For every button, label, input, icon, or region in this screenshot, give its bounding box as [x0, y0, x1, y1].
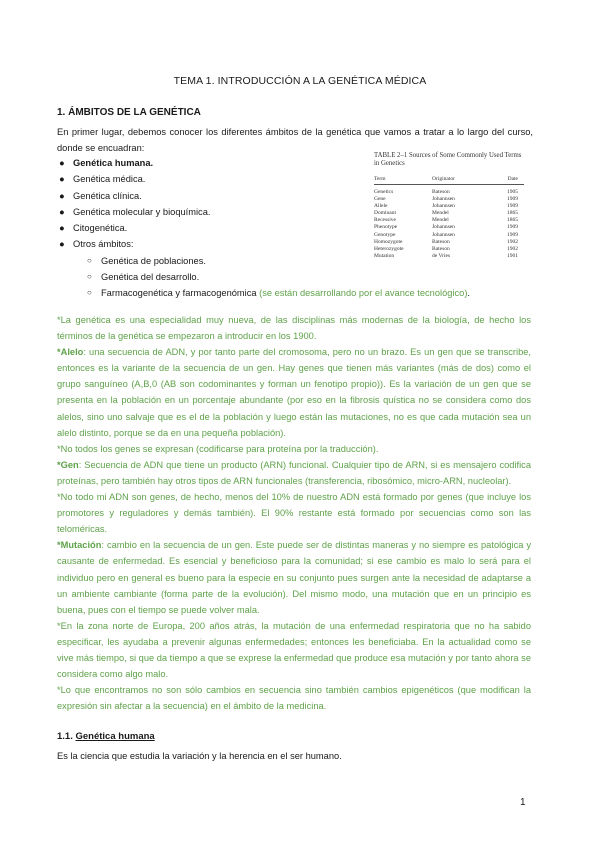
table-row: Mutation de Vries 1901 [374, 252, 518, 259]
table-row: Gene Johannsen 1909 [374, 196, 518, 203]
note-paragraph: *Mutación: cambio en la secuencia de un gen. Este puede ser de distintas maneras y no siempre es patológica y causante de enfermedad. Es esencial y beneficioso para la comunidad; si ese cambio es malo lo será para el individuo pero en general es bueno para la especie en su conjunto pues surgen ante la necesidad de adaptarse a un ambiente cambiante (forma parte de la evolución). Del mismo modo, una mutación que en un principio es buena, pues con el tiempo se puede volver mala. [57, 540, 531, 615]
note-paragraph: *Alelo: una secuencia de ADN, y por tanto parte del cromosoma, pero no un brazo. Es un gen que se transcribe, entonces es la variante de la secuencia de un gen. Hay genes que tienen más variantes (más de dos) como el grupo sanguíneo (A,B,0 (AB son codominantes y forman un fenotipo propio)). Es la variación de un gen que se presenta en la población en un porcentaje abundante (por eso en la fibrosis quística no se considera como dos alelos, sino uno salvaje que es el de la población y luego están las mutaciones, no es que cada mutación sea un alelo distinto, porque se da en una pequeña población). [57, 347, 531, 438]
note-paragraph: *Gen: Secuencia de ADN que tiene un producto (ARN) funcional. Cualquier tipo de ARN, si es mensajero codifica proteínas, pero también hay otros tipos de ARN funcionales (transferencia, ribosómico, micro-ARN, nucleolar). [57, 459, 531, 486]
bullet-icon: ● [59, 174, 65, 185]
development-note: (se están desarrollando por el avance tecnológico) [259, 288, 468, 299]
list-item: ● Genética molecular y bioquímica. [57, 204, 537, 220]
page-number: 1 [520, 797, 526, 808]
intro-paragraph: En primer lugar, debemos conocer los diferentes ámbitos de la genética que vamos a tratar a lo largo del curso, donde se encuadran: [57, 127, 533, 153]
bullet-icon: ● [59, 223, 65, 234]
section-heading: 1. ÁMBITOS DE LA GENÉTICA [57, 107, 201, 118]
table-body [374, 189, 524, 260]
subsection-text: Es la ciencia que estudia la variación y la herencia en el ser humano. [57, 751, 342, 761]
list-item: ● Genética médica. [57, 171, 537, 187]
bullet-icon: ● [59, 206, 65, 217]
table-row: Genotype Johannsen 1909 [374, 231, 518, 238]
circle-bullet-icon: ○ [87, 272, 92, 282]
table-row: Phenotype Johannsen 1909 [374, 224, 518, 231]
table-header: Term Originator Date [374, 176, 524, 185]
table-row: Dominant Mendel 1865 [374, 210, 518, 217]
table-row: Allele Johannsen 1909 [374, 203, 518, 210]
sub-list-item: ○ Genética del desarrollo. [57, 269, 537, 285]
list-item: ● Citogenética. [57, 220, 537, 236]
notes-block [57, 312, 531, 714]
table-row: Homozygote Bateson 1902 [374, 238, 518, 245]
table-caption: TABLE 2–1 Sources of Some Commonly Used Terms in Genetics [374, 152, 522, 167]
page-title: TEMA 1. INTRODUCCIÓN A LA GENÉTICA MÉDICA [173, 75, 427, 87]
circle-bullet-icon: ○ [87, 288, 92, 298]
bullet-icon: ● [59, 158, 65, 168]
list-item: ● Genética clínica. [57, 188, 537, 204]
note-paragraph: *No todo mi ADN son genes, de hecho, menos del 10% de nuestro ADN está formado por genes (que incluye los promotores y reguladores y demás también). El 90% restante está formado por secuencias como son las teloméricas. [57, 492, 531, 535]
bullet-icon: ● [59, 190, 65, 201]
list-item: ● Otros ámbitos: [57, 236, 537, 252]
list-item: ● Genética humana. [57, 155, 537, 171]
note-paragraph: *En la zona norte de Europa, 200 años atrás, la mutación de una enfermedad respiratoria que no ha sabido especificar, les ayudaba a prevenir algunas enfermedades; entonces les beneficiaba. En la actualidad como se vive más tiempo, si que da tiempo a que se exprese la enfermedad que produce esa mutación y por tanto ahora se considera como algo malo. [57, 620, 531, 680]
sub-list-item: ○ Genética de poblaciones. [57, 253, 537, 269]
terms-table [374, 152, 524, 260]
bullet-icon: ● [59, 239, 65, 250]
note-paragraph: *No todos los genes se expresan (codificarse para proteína por la traducción). [57, 443, 379, 454]
note-paragraph: *Lo que encontramos no son sólo cambios en secuencia sino también cambios epigenéticos (que modifican la expresión sin afectar a la secuencia) en el ámbito de la medicina. [57, 685, 531, 712]
sub-list-item: ○ Farmacogenética y farmacogenómica (se están desarrollando por el avance tecnológico). [57, 285, 537, 301]
table-row: Genetics Bateson 1905 [374, 189, 518, 195]
circle-bullet-icon: ○ [87, 255, 92, 265]
subsection-heading: 1.1. Genética humana [57, 731, 155, 742]
note-paragraph: *La genética es una especialidad muy nueva, de las disciplinas más modernas de la biología, de hecho los términos de la genética se empezaron a introducir en los 1900. [57, 315, 531, 342]
table-row: Recessive Mendel 1865 [374, 217, 518, 224]
table-row: Heterozygote Bateson 1902 [374, 245, 518, 252]
